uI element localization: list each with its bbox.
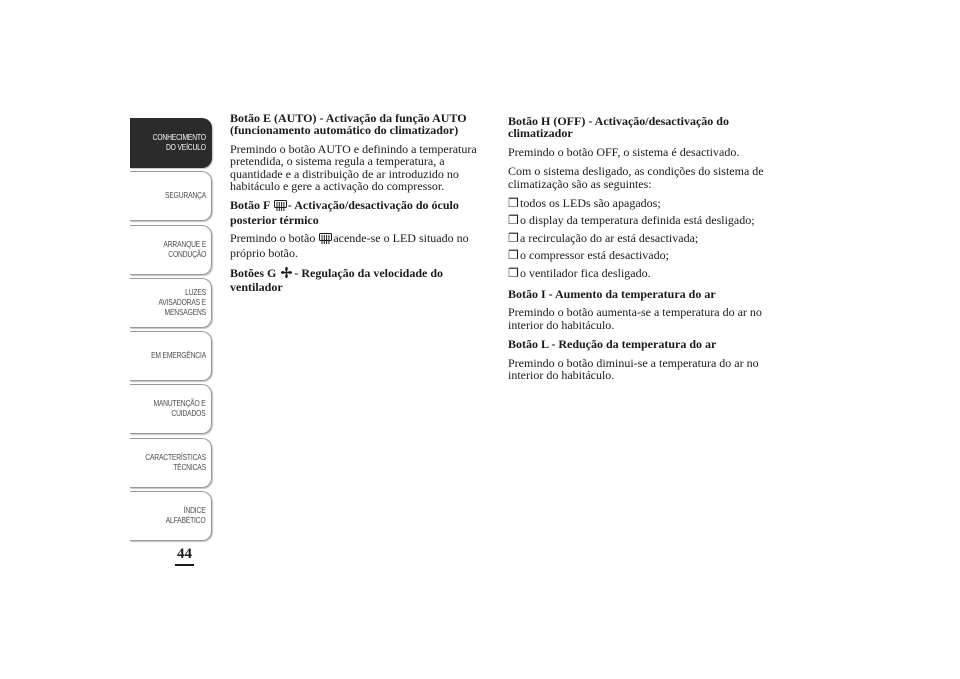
list-item [508,249,780,261]
paragraph-button-e: Premindo o botão AUTO e definindo a temperatura pretendida, o sistema regula a temperatura, a quantidade e a distribuição de ar introduzido no habitáculo e gere a activação do compressor. [230,141,477,194]
tab-label: CARACTERÍSTICAS TÉCNICAS [145,452,206,472]
tab-conhecimento-do-veiculo[interactable] [130,118,212,168]
paragraph-button-i: Premindo o botão aumenta-se a temperatura do ar no interior do habitáculo. [508,305,762,332]
fan-icon [280,266,293,281]
bullet-mark: ❒ [508,196,519,211]
tab-label: MANUTENÇÃO E CUIDADOS [153,399,206,419]
list-item [508,267,780,279]
section-tabs [130,118,212,544]
paragraph-button-h: Premindo o botão OFF, o sistema é desactivado. [508,144,740,159]
bullet-mark: ❒ [508,248,519,263]
list-item [508,214,780,226]
bullet-text: todos os LEDs são apagados; [520,196,661,211]
paragraph-button-l: Premindo o botão diminui-se a temperatura do ar no interior do habitáculo. [508,355,759,383]
heading-button-e: Botão E (AUTO) - Activação da função AUTO (funcionamento automático do climatizador) [230,111,467,138]
heading-button-h: Botão H (OFF) - Activação/desactivação do climatizador [508,114,729,141]
tab-label: CONHECIMENTO DO VEÍCULO [152,133,206,152]
bullet-mark: ❒ [508,230,519,245]
rear-window-defrost-icon [274,200,287,213]
list-item [508,232,780,244]
bullet-mark: ❒ [508,213,519,228]
paragraph-f-prefix: Premindo o botão [230,231,316,246]
rear-window-defrost-icon [319,233,332,246]
bullet-text: o compressor está desactivado; [520,248,669,263]
list-item [508,197,780,209]
heading-g-suffix: - Regulação da velocidade do ventilador [230,266,444,295]
tab-indice-alfabetico[interactable] [130,491,212,541]
text-column-right [508,115,780,389]
bullet-text: a recirculação do ar está desactivada; [520,230,699,245]
tab-label: ARRANQUE E CONDUÇÃO [163,239,206,259]
paragraph-button-f [230,232,492,259]
tab-label: LUZES AVISADORAS E MENSAGENS [158,287,206,317]
tab-em-emergencia[interactable] [130,331,212,381]
tab-caracteristicas-tecnicas[interactable] [130,438,212,488]
tab-label: ÍNDICE ALFABÉTICO [166,506,206,526]
heading-button-i: Botão I - Aumento da temperatura do ar [508,287,716,302]
tab-manutencao-e-cuidados[interactable] [130,384,212,434]
tab-luzes-avisadoras[interactable] [130,278,212,328]
heading-button-f [230,199,492,226]
bullet-mark: ❒ [508,265,519,280]
tab-label: SEGURANÇA [164,191,206,201]
paragraph-f-suffix: acende-se o LED situado no próprio botão. [230,231,469,260]
heading-f-prefix: Botão F [230,198,270,213]
heading-button-l: Botão L - Redução da temperatura do ar [508,337,717,352]
tab-seguranca[interactable] [130,171,212,221]
heading-buttons-g [230,266,492,294]
text-column-left [230,112,492,300]
paragraph-system-off: Com o sistema desligado, as condições do sistema de climatização são as seguintes: [508,164,764,191]
bullet-text: o display da temperatura definida está desligado; [520,213,755,228]
page-number: 44 [177,546,192,562]
bullet-text: o ventilador fica desligado. [520,265,651,280]
tab-label: EM EMERGÊNCIA [151,351,206,361]
heading-f-suffix: - Activação/desactivação do óculo posterior térmico [230,198,459,227]
tab-arranque-e-conducao[interactable] [130,225,212,275]
heading-g-prefix: Botões G [230,266,277,281]
